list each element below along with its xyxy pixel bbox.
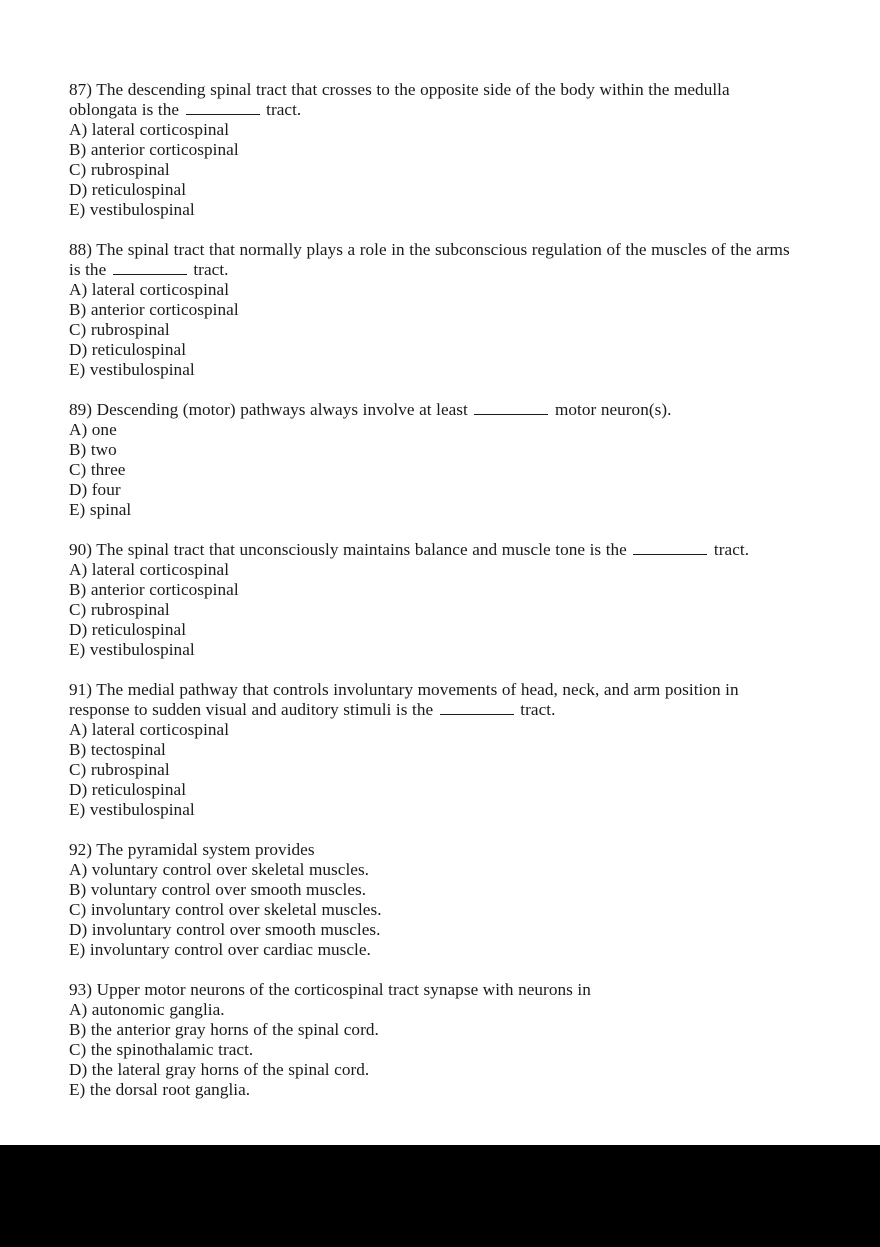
option-list [69,860,800,960]
answer-option[interactable]: E) vestibulospinal [69,800,195,820]
answer-option[interactable]: A) one [69,420,117,440]
answer-option[interactable]: C) rubrospinal [69,760,170,780]
answer-option[interactable]: C) rubrospinal [69,600,170,620]
question-stem-tail: tract. [261,100,302,120]
question-stem-text: 93) Upper motor neurons of the corticospinal tract synapse with neurons in [69,980,591,1000]
option-list [69,280,800,380]
answer-option[interactable]: A) autonomic ganglia. [69,1000,225,1020]
answer-option[interactable]: D) reticulospinal [69,620,187,640]
answer-option[interactable]: A) lateral corticospinal [69,120,230,140]
question-stem [69,240,800,280]
answer-option[interactable]: D) the lateral gray horns of the spinal cord. [69,1060,370,1080]
answer-option[interactable]: E) involuntary control over cardiac muscle. [69,940,371,960]
answer-option[interactable]: A) voluntary control over skeletal muscles. [69,860,370,880]
option-list [69,1000,800,1100]
answer-option[interactable]: D) reticulospinal [69,780,187,800]
answer-option[interactable]: E) vestibulospinal [69,640,195,660]
question-stem [69,680,800,720]
answer-option[interactable]: A) lateral corticospinal [69,280,230,300]
question-block [69,240,800,380]
question-stem [69,540,800,560]
answer-option[interactable]: B) anterior corticospinal [69,300,239,320]
option-list [69,720,800,820]
question-stem-text: 91) The medial pathway that controls involuntary movements of head, neck, and arm position in response to sudden visual and auditory stimuli is the [69,680,739,720]
answer-option[interactable]: B) tectospinal [69,740,166,760]
question-stem [69,80,800,120]
question-stem [69,400,800,420]
answer-option[interactable]: C) the spinothalamic tract. [69,1040,254,1060]
option-list [69,120,800,220]
answer-option[interactable]: E) vestibulospinal [69,200,195,220]
fill-in-blank [440,700,514,715]
question-block [69,400,800,520]
question-stem [69,980,800,1000]
answer-option[interactable]: A) lateral corticospinal [69,560,230,580]
answer-option[interactable]: B) anterior corticospinal [69,580,239,600]
question-stem-tail: tract. [515,700,556,720]
answer-option[interactable]: D) reticulospinal [69,340,187,360]
question-stem-text: 90) The spinal tract that unconsciously maintains balance and muscle tone is the [69,540,632,560]
fill-in-blank [474,400,548,415]
question-block [69,540,800,660]
scan-artifact-band [0,1145,880,1247]
answer-option[interactable]: E) spinal [69,500,132,520]
question-block [69,840,800,960]
question-block [69,680,800,820]
answer-option[interactable]: C) three [69,460,126,480]
fill-in-blank [186,100,260,115]
question-stem-text: 88) The spinal tract that normally plays a role in the subconscious regulation of the muscles of the arms is the [69,240,790,280]
answer-option[interactable]: B) two [69,440,117,460]
answer-option[interactable]: D) reticulospinal [69,180,187,200]
question-stem-tail: tract. [188,260,229,280]
answer-option[interactable]: C) rubrospinal [69,160,170,180]
answer-option[interactable]: E) the dorsal root ganglia. [69,1080,251,1100]
answer-option[interactable]: D) four [69,480,121,500]
question-stem [69,840,800,860]
question-stem-tail: motor neuron(s). [550,400,672,420]
question-stem-text: 87) The descending spinal tract that crosses to the opposite side of the body within the medulla oblongata is the [69,80,730,120]
answer-option[interactable]: B) anterior corticospinal [69,140,239,160]
question-block [69,80,800,220]
answer-option[interactable]: D) involuntary control over smooth muscles. [69,920,381,940]
answer-option[interactable]: B) voluntary control over smooth muscles. [69,880,367,900]
answer-option[interactable]: E) vestibulospinal [69,360,195,380]
answer-option[interactable]: B) the anterior gray horns of the spinal cord. [69,1020,379,1040]
fill-in-blank [633,540,707,555]
question-stem-tail: tract. [709,540,750,560]
question-stem-text: 89) Descending (motor) pathways always involve at least [69,400,473,420]
answer-option[interactable]: A) lateral corticospinal [69,720,230,740]
question-list [69,80,800,1100]
answer-option[interactable]: C) involuntary control over skeletal muscles. [69,900,382,920]
option-list [69,420,800,520]
answer-option[interactable]: C) rubrospinal [69,320,170,340]
fill-in-blank [113,260,187,275]
question-stem-text: 92) The pyramidal system provides [69,840,315,860]
question-block [69,980,800,1100]
option-list [69,560,800,660]
